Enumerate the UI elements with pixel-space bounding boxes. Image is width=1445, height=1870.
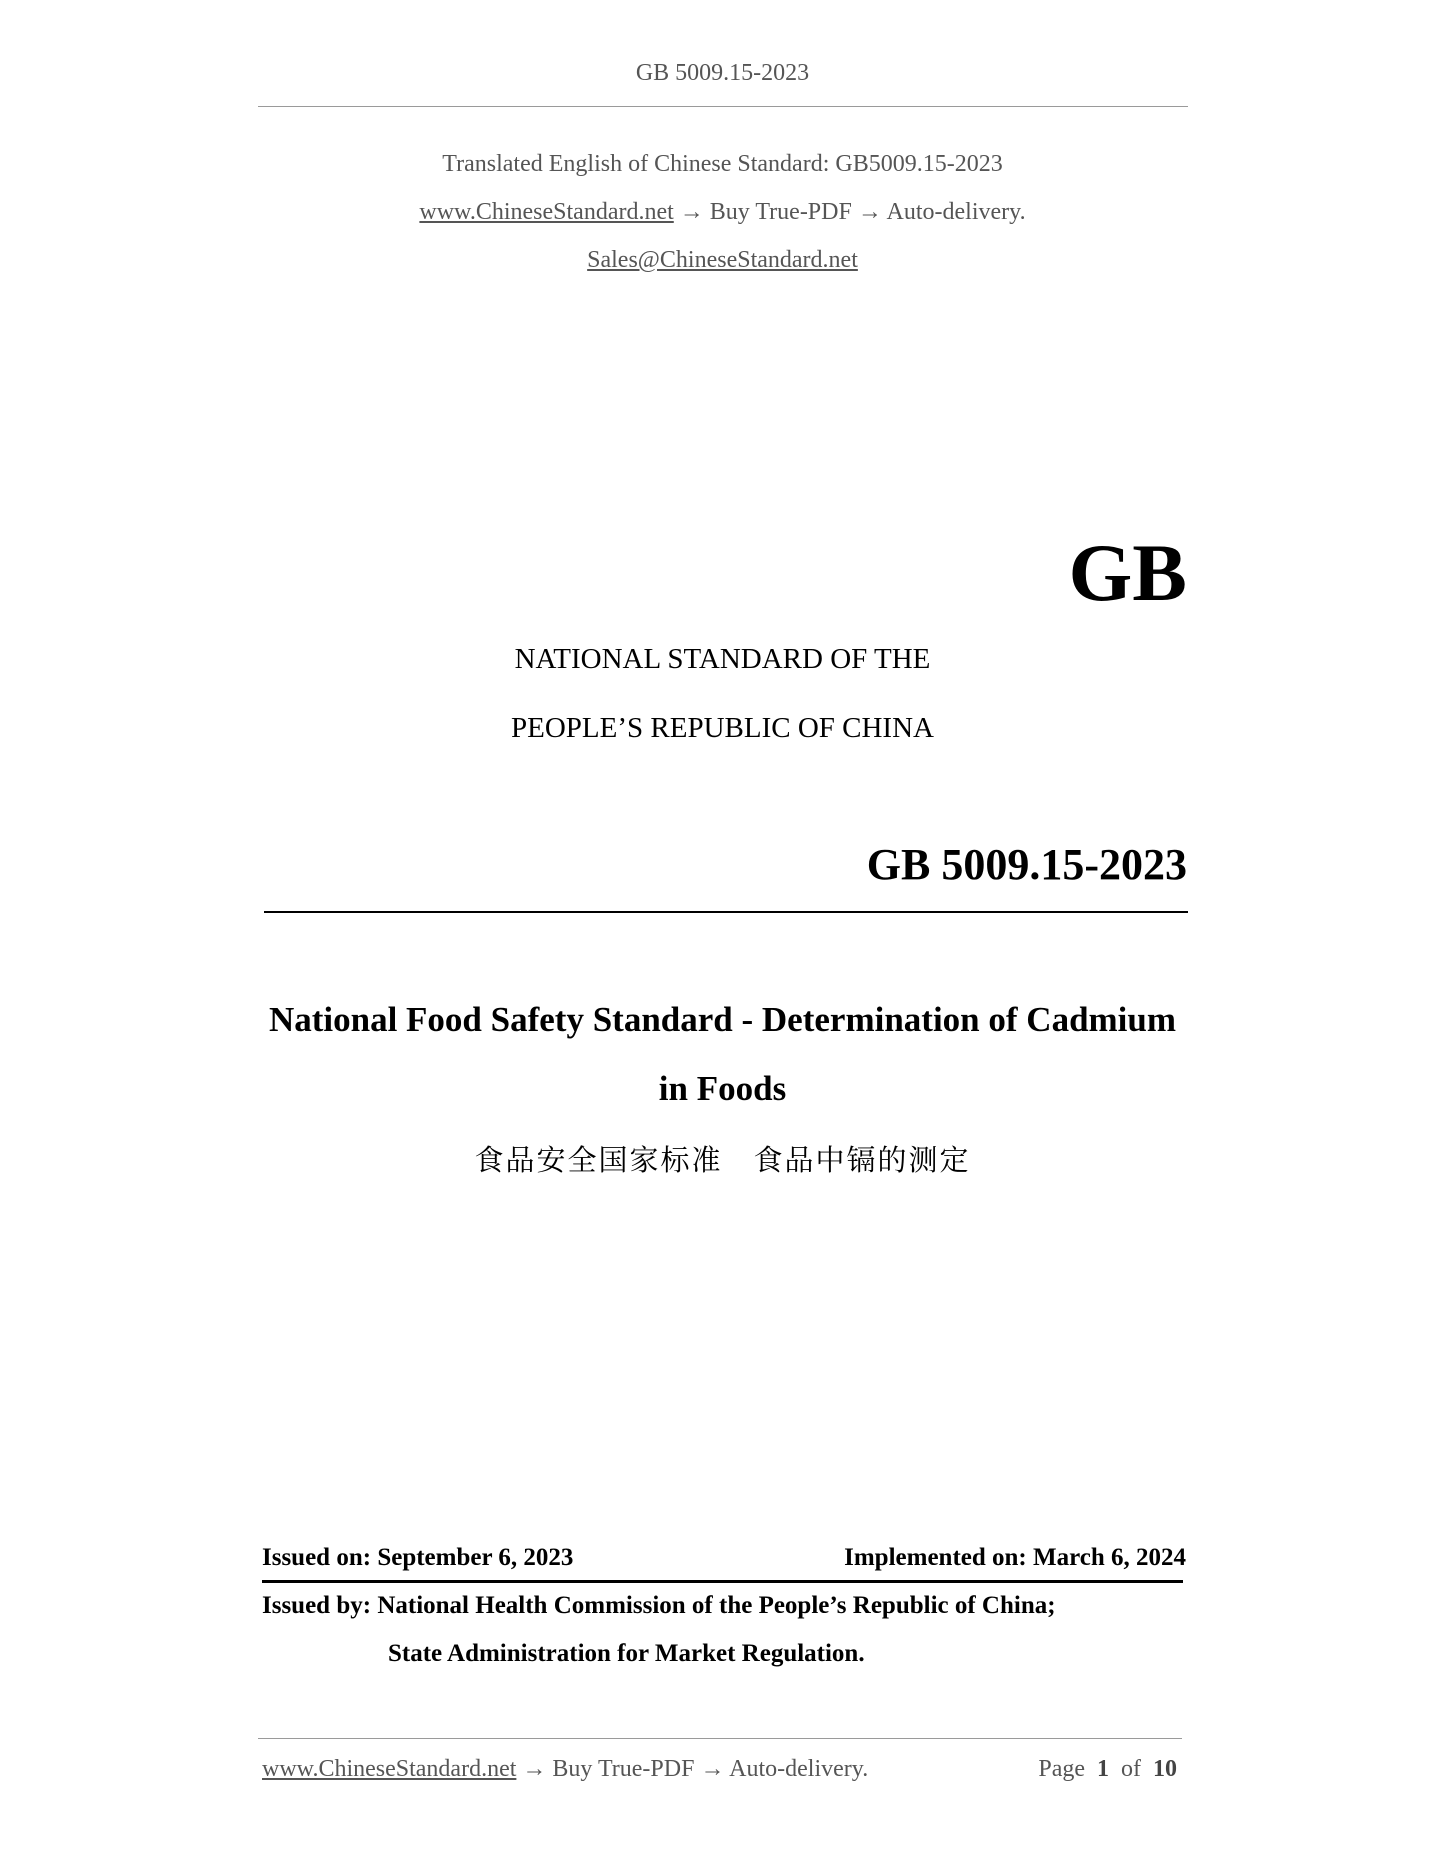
footer-site-link[interactable]: www.ChineseStandard.net: [262, 1756, 517, 1782]
footer-divider: [258, 1738, 1182, 1739]
issued-on-date: Issued on: September 6, 2023: [262, 1544, 574, 1571]
site-link[interactable]: www.ChineseStandard.net: [419, 199, 674, 225]
header-divider: [258, 106, 1188, 107]
page-indicator: [1038, 1756, 1177, 1783]
email-link[interactable]: Sales@ChineseStandard.net: [587, 247, 858, 273]
arrow-right-icon: →: [522, 1756, 547, 1782]
title-english-line-2: in Foods: [658, 1069, 787, 1108]
buy-text: Buy True-PDF: [709, 199, 852, 225]
standard-number: GB 5009.15-2023: [866, 840, 1187, 889]
issued-by-line-2: State Administration for Market Regulation.: [388, 1640, 865, 1667]
issued-by-line-1: Issued by: National Health Commission of the People’s Republic of China;: [262, 1592, 1056, 1619]
arrow-right-icon: →: [679, 199, 704, 225]
page-of-label: of: [1121, 1756, 1141, 1782]
gb-mark: GB: [1068, 527, 1187, 618]
page-total: 10: [1153, 1756, 1177, 1782]
footer-purchase-line: [262, 1756, 868, 1783]
dates-divider: [262, 1580, 1183, 1583]
running-header: GB 5009.15-2023: [635, 60, 810, 86]
arrow-right-icon: →: [700, 1756, 725, 1782]
footer-delivery-text: Auto-delivery.: [729, 1756, 869, 1782]
arrow-right-icon: →: [857, 199, 882, 225]
title-chinese: 食品安全国家标准 食品中镉的测定: [474, 1143, 971, 1177]
footer-buy-text: Buy True-PDF: [552, 1756, 695, 1782]
implemented-on-date: Implemented on: March 6, 2024: [844, 1544, 1186, 1571]
delivery-text: Auto-delivery.: [886, 199, 1026, 225]
title-english-line-1: National Food Safety Standard - Determination of Cadmium: [268, 1000, 1177, 1039]
title-divider: [264, 911, 1188, 913]
purchase-line: [0, 199, 1445, 226]
national-standard-line-1: NATIONAL STANDARD OF THE: [514, 643, 931, 675]
page-label: Page: [1038, 1756, 1085, 1782]
national-standard-line-2: PEOPLE’S REPUBLIC OF CHINA: [511, 712, 934, 744]
page-current: 1: [1097, 1756, 1109, 1782]
email-line: [0, 247, 1445, 274]
translation-notice: Translated English of Chinese Standard: GB5009.15-2023: [442, 151, 1003, 177]
